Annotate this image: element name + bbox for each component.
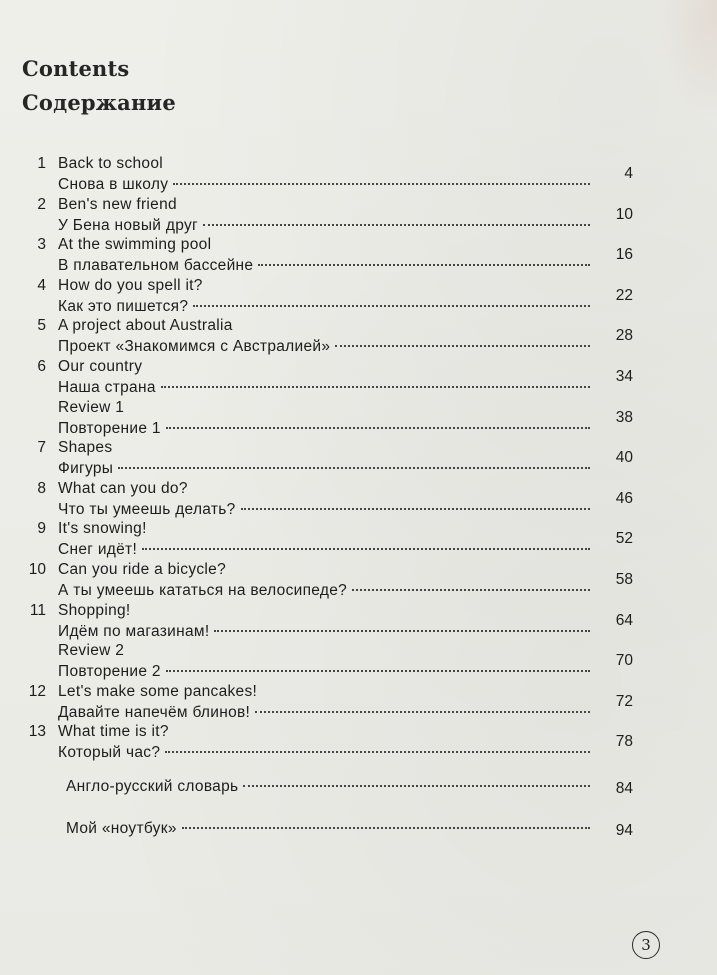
unit-title-en: Shopping! [58,601,131,619]
toc-entry [0,475,717,517]
unit-title-en: Let's make some pancakes! [58,682,258,700]
unit-title-ru: Как это пишется? [58,297,189,315]
unit-title-en: Our country [58,358,143,375]
unit-number: 11 [29,601,46,619]
dot-leader [255,711,590,713]
unit-title-ru: В плавательном бассейне [58,257,254,275]
unit-title-en: Ben's new friend [58,195,177,213]
page-number: 3 [632,931,660,959]
unit-title-en: Review 1 [58,398,125,416]
unit-title-ru: Что ты умеешь делать? [58,500,236,518]
unit-title-ru: А ты умеешь кататься на велосипеде? [58,582,348,599]
unit-title-ru: У Бена новый друг [58,216,198,234]
toc-entry [0,556,717,598]
page-ref: 38 [615,408,633,426]
unit-number: 3 [37,236,46,254]
toc-entry [0,150,717,192]
unit-title-ru: Наша страна [58,379,156,396]
dot-leader [203,224,590,226]
unit-title-ru: Повторение 2 [58,663,161,681]
unit-number: 1 [37,155,46,172]
unit-title-en: What time is it? [58,723,169,741]
unit-number: 6 [37,358,46,375]
unit-title-ru: Повторение 1 [58,419,161,437]
page-ref: 78 [615,733,633,751]
page-ref: 46 [615,489,633,507]
toc-entry [0,231,717,273]
unit-title-ru: Снег идёт! [58,541,138,559]
toc-extra-entry [0,814,717,856]
page-ref: 84 [615,780,633,797]
toc-entry [0,597,717,639]
unit-title-ru: Который час? [58,744,161,762]
toc-entry [0,637,717,679]
dot-leader [165,751,590,753]
unit-title-ru: Идём по магазинам! [58,622,210,640]
toc-entry [0,312,717,354]
unit-number: 12 [28,682,46,700]
unit-title-en: Back to school [58,155,164,172]
page-ref: 94 [615,822,633,839]
unit-title-en: Shapes [58,439,113,457]
toc-entry [0,678,717,720]
extra-label: Англо-русский словарь [66,778,239,795]
toc-entry [0,434,717,476]
toc-extra-entry [0,772,717,814]
unit-title-ru: Снова в школу [58,176,169,193]
extra-line [66,819,590,839]
page-ref: 34 [615,368,633,385]
dot-leader [352,589,590,591]
page-ref: 10 [615,205,633,223]
unit-title-ru: Давайте напечём блинов! [58,703,251,721]
page-shadow [657,0,717,120]
unit-title-en: How do you spell it? [58,276,203,294]
unit-number: 13 [28,723,46,741]
page-ref: 4 [624,165,633,182]
page-ref: 40 [615,449,633,467]
dot-leader [193,305,590,307]
dot-leader [335,345,590,347]
contents-heading-ru: Содержание [22,90,176,115]
unit-title-ru: Фигуры [58,460,114,478]
dot-leader [166,670,590,672]
extra-line [66,777,590,797]
extra-label: Мой «ноутбук» [66,820,177,837]
page-ref: 58 [615,571,633,588]
dot-leader [243,785,590,787]
dot-leader [161,386,590,388]
unit-title-en: What can you do? [58,479,188,497]
unit-title-en: Can you ride a bicycle? [58,561,227,578]
page-ref: 72 [615,692,633,710]
unit-number: 8 [37,479,46,497]
toc-entry [0,191,717,233]
unit-title-en: It's snowing! [58,520,147,538]
unit-number: 10 [28,561,46,578]
unit-number: 7 [37,439,46,457]
unit-number: 9 [37,520,46,538]
page-ref: 16 [615,246,633,264]
unit-number: 4 [37,276,46,294]
page-ref: 52 [615,530,633,548]
dot-leader [142,548,590,550]
unit-title-ru: Проект «Знакомимся с Австралией» [58,338,331,356]
unit-title-en: A project about Australia [58,317,233,335]
dot-leader [173,183,590,185]
page-ref: 64 [615,611,633,629]
dot-leader [241,508,590,510]
page-ref: 22 [615,286,633,304]
page-ref: 70 [615,652,633,670]
unit-title-ru-line [58,743,590,763]
contents-heading-en: Contents [22,56,130,81]
unit-number: 2 [37,195,46,213]
page-ref: 28 [615,327,633,345]
dot-leader [166,427,590,429]
toc-entry [0,515,717,557]
dot-leader [214,630,590,632]
unit-number: 5 [37,317,46,335]
toc-entry [0,718,717,760]
unit-title-en: Review 2 [58,642,125,660]
toc-entry [0,353,717,395]
toc-entry [0,394,717,436]
unit-title-en: At the swimming pool [58,236,212,254]
dot-leader [118,467,590,469]
dot-leader [182,827,590,829]
toc-entry [0,272,717,314]
dot-leader [258,264,590,266]
